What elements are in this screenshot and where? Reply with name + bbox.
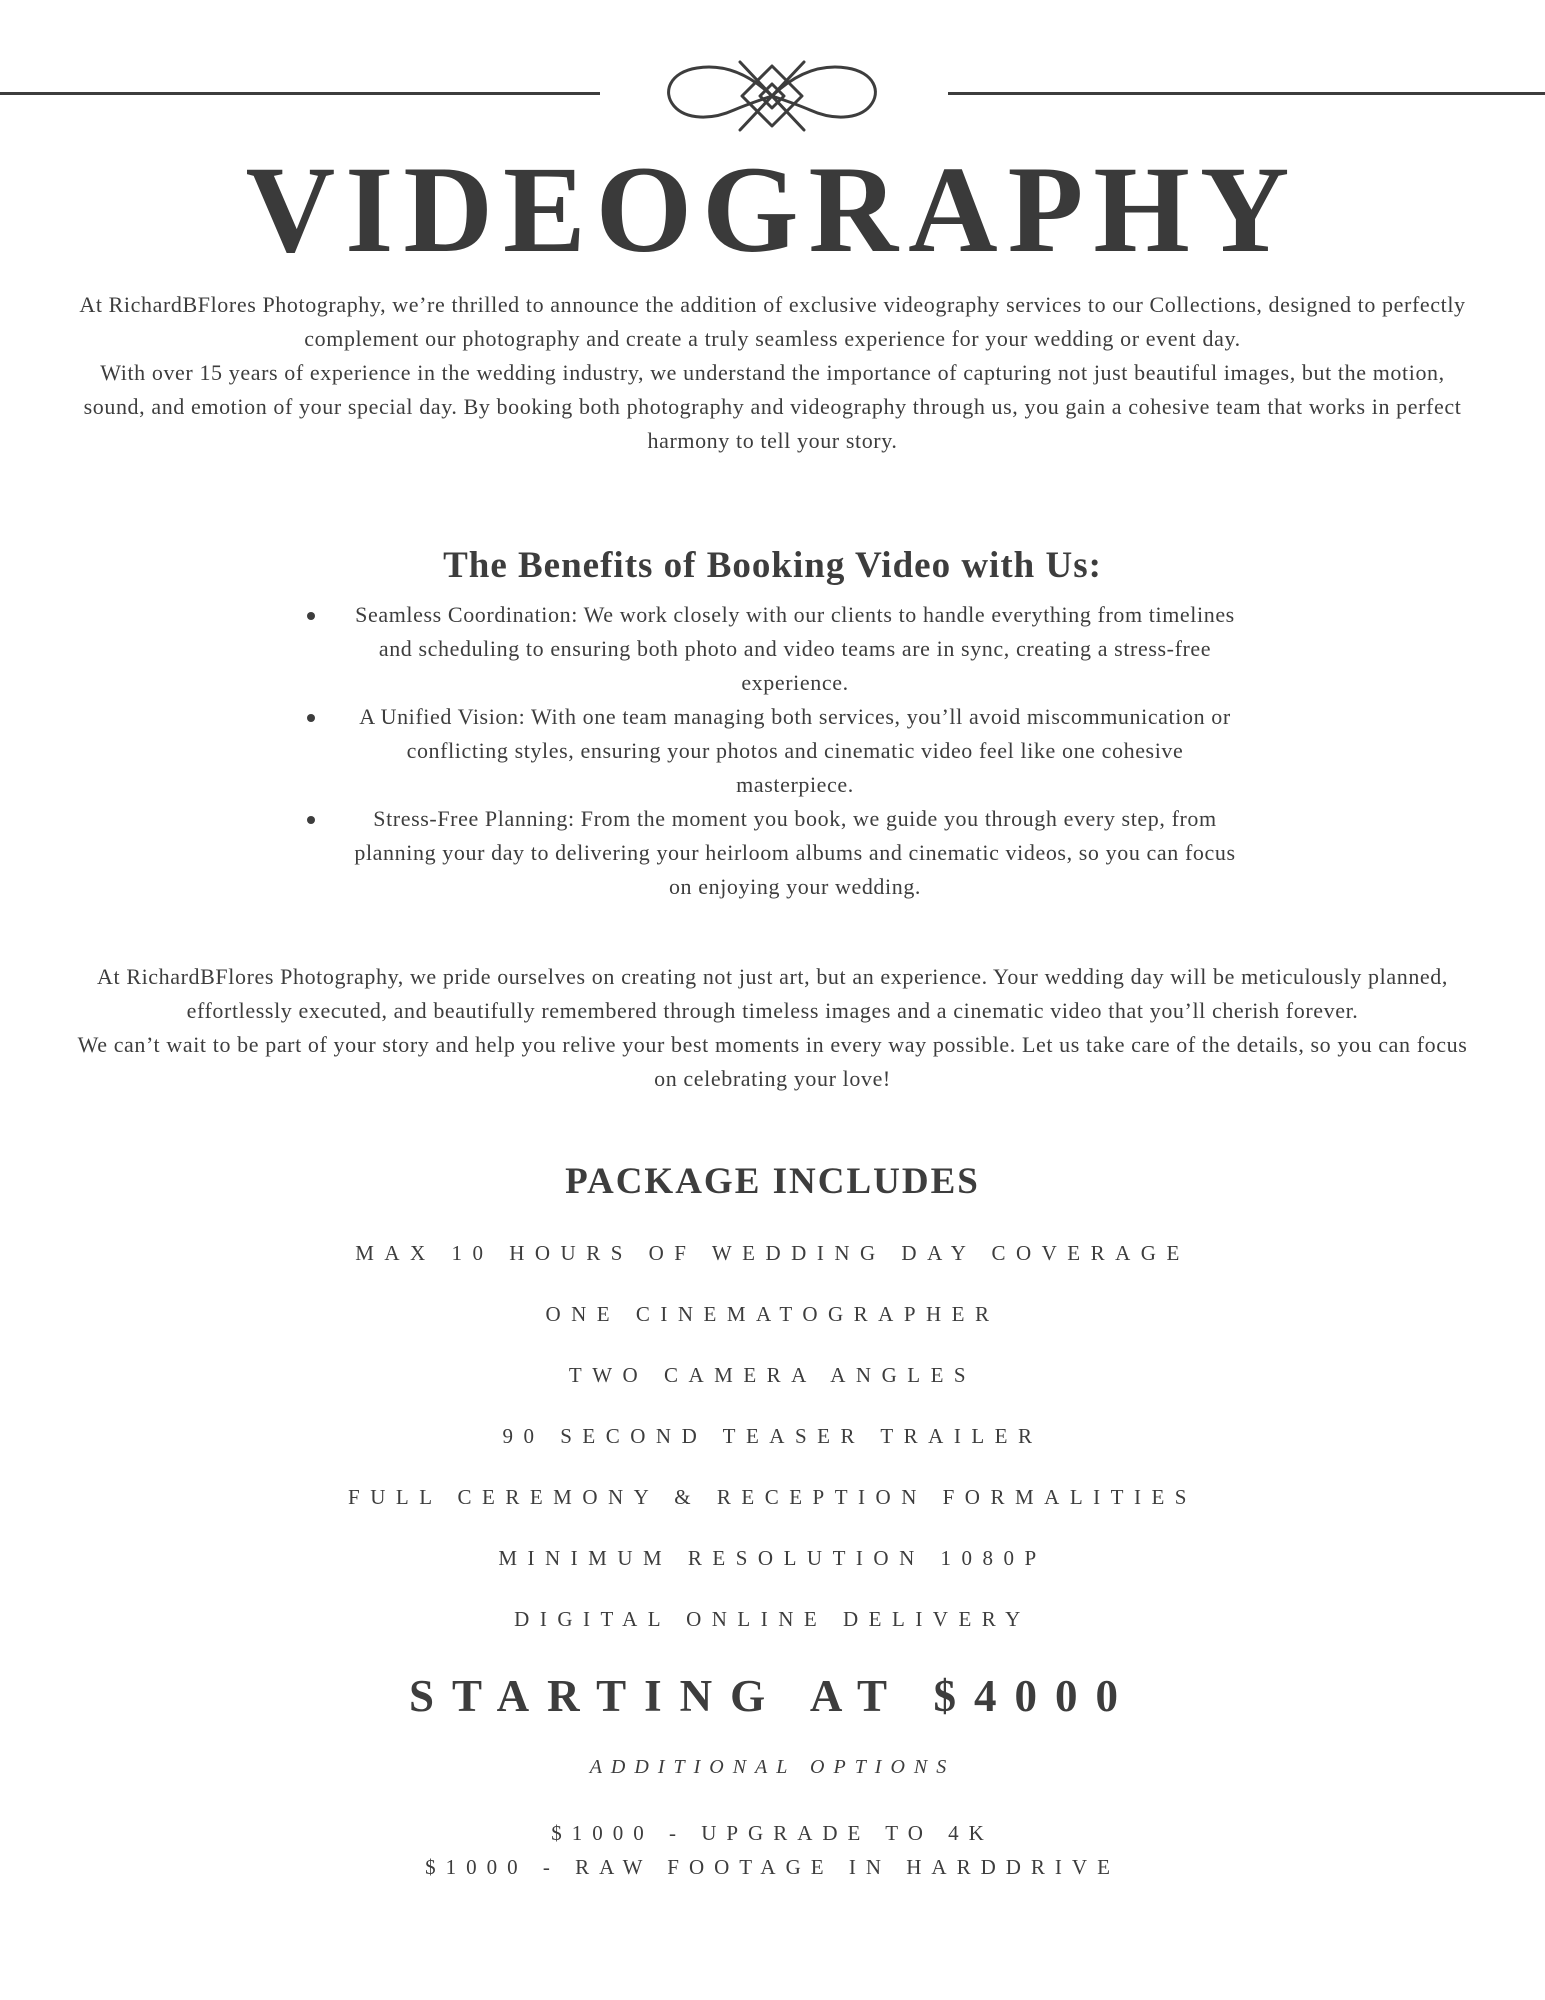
outro-paragraph: At RichardBFlores Photography, we pride ourselves on creating not just art, but an experience. Your wedding day will be meticulously planned, effortlessly executed, and beautifully remembered through timeless images and a cinematic video that you’ll cherish forever. bbox=[97, 964, 1448, 1023]
package-item: FULL CEREMONY & RECEPTION FORMALITIES bbox=[348, 1485, 1197, 1509]
benefit-text: Seamless Coordination: We work closely with our clients to handle everything from timelines and scheduling to ensuring both photo and video teams are in sync, creating a stress-free experience. bbox=[355, 602, 1235, 695]
package-item: 90 SECOND TEASER TRAILER bbox=[502, 1424, 1043, 1448]
option-item: $1000 - UPGRADE TO 4K bbox=[551, 1821, 994, 1845]
package-heading: PACKAGE INCLUDES bbox=[565, 1161, 980, 1202]
package-item: MINIMUM RESOLUTION 1080P bbox=[498, 1546, 1047, 1570]
left-divider-line bbox=[0, 92, 600, 95]
benefits-heading: The Benefits of Booking Video with Us: bbox=[443, 545, 1102, 586]
package-item: MAX 10 HOURS OF WEDDING DAY COVERAGE bbox=[355, 1241, 1190, 1265]
benefit-text: Stress-Free Planning: From the moment you book, we guide you through every step, from planning your day to delivering your heirloom albums and cinematic videos, so you can focus on enjoying your wedding. bbox=[354, 806, 1236, 899]
intro-section bbox=[70, 288, 1475, 458]
infinity-diamond-ornament-icon bbox=[652, 50, 892, 140]
outro-paragraph: We can’t wait to be part of your story and help you relive your best moments in every way possible. Let us take care of the details, so you can focus on celebrating your love! bbox=[77, 1032, 1468, 1091]
package-item: DIGITAL ONLINE DELIVERY bbox=[514, 1607, 1031, 1631]
package-item: TWO CAMERA ANGLES bbox=[568, 1363, 977, 1387]
option-item: $1000 - RAW FOOTAGE IN HARDDRIVE bbox=[425, 1855, 1120, 1879]
list-item bbox=[300, 598, 1240, 700]
header-ornament-row bbox=[0, 50, 1545, 140]
intro-paragraph: With over 15 years of experience in the wedding industry, we understand the importance of capturing not just beautiful images, but the motion, sound, and emotion of your special day. By booking both photography and videography through us, you gain a cohesive team that works in perfect harmony to tell your story. bbox=[83, 360, 1462, 453]
right-divider-line bbox=[948, 92, 1545, 95]
additional-options-list bbox=[0, 1816, 1545, 1884]
benefit-text: A Unified Vision: With one team managing both services, you’ll avoid miscommunication or conflicting styles, ensuring your photos and cinematic video feel like one cohesive masterpiece. bbox=[359, 704, 1231, 797]
outro-section bbox=[70, 960, 1475, 1096]
bullet-icon bbox=[307, 816, 315, 824]
benefits-list bbox=[300, 598, 1240, 904]
page-title: VIDEOGRAPHY bbox=[245, 141, 1300, 278]
package-list bbox=[0, 1236, 1545, 1663]
bullet-icon bbox=[307, 714, 315, 722]
intro-paragraph: At RichardBFlores Photography, we’re thrilled to announce the addition of exclusive videography services to our Collections, designed to perfectly complement our photography and create a truly seamless experience for your wedding or event day. bbox=[79, 292, 1466, 351]
bullet-icon bbox=[307, 612, 315, 620]
list-item bbox=[300, 802, 1240, 904]
package-item: ONE CINEMATOGRAPHER bbox=[545, 1302, 1000, 1326]
list-item bbox=[300, 700, 1240, 802]
starting-price: STARTING AT $4000 bbox=[408, 1671, 1137, 1721]
additional-options-heading: ADDITIONAL OPTIONS bbox=[589, 1756, 956, 1778]
